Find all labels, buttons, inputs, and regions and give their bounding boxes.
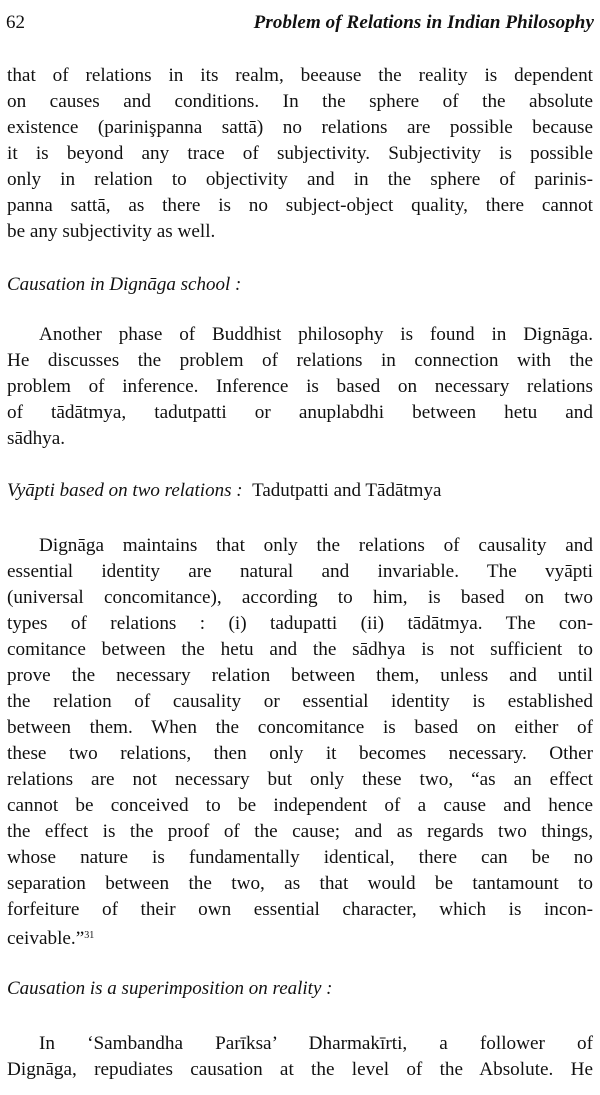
body-line: of tādātmya, tadutpatti or anuplabdhi between hetu and <box>7 402 593 423</box>
body-line: that of relations in its realm, beeause the reality is dependent <box>7 65 593 86</box>
body-line <box>7 923 593 949</box>
body-line: be any subjectivity as well. <box>7 221 216 242</box>
body-line: only in relation to objectivity and in the sphere of parinis- <box>7 169 593 190</box>
body-line: essential identity are natural and invariable. The vyāpti <box>7 561 593 582</box>
body-line: prove the necessary relation between them, unless and until <box>7 665 593 686</box>
body-line: relations are not necessary but only these two, “as an effect <box>7 769 593 790</box>
body-line: panna sattā, as there is no subject-object quality, there cannot <box>7 195 593 216</box>
body-line: these two relations, then only it becomes necessary. Other <box>7 743 593 764</box>
body-line: between them. When the concomitance is based on either of <box>7 717 593 738</box>
section-heading: Causation is a superimposition on reality : <box>7 978 333 999</box>
section-heading-italic: Vyāpti based on two relations : <box>7 480 243 501</box>
body-line: In ‘Sambandha Parīksa’ Dharmakīrti, a follower of <box>39 1033 593 1054</box>
page-header <box>6 10 594 36</box>
running-head: Problem of Relations in Indian Philosophy <box>253 12 594 33</box>
body-line-text: ceivable.” <box>7 928 85 949</box>
section-heading: Causation in Dignāga school : <box>7 274 242 295</box>
body-line: the relation of causality or essential identity is established <box>7 691 593 712</box>
body-line: cannot be conceived to be independent of a cause and hence <box>7 795 593 816</box>
body-line: existence (parinişpanna sattā) no relations are possible because <box>7 117 593 138</box>
page-number: 62 <box>6 12 25 33</box>
body-line: Another phase of Buddhist philosophy is found in Dignāga. <box>39 324 593 345</box>
body-line: forfeiture of their own essential character, which is incon- <box>7 899 593 920</box>
section-heading-roman: Tadutpatti and Tādātmya <box>252 480 442 501</box>
body-line: types of relations : (i) tadupatti (ii) tādātmya. The con- <box>7 613 593 634</box>
body-line: on causes and conditions. In the sphere of the absolute <box>7 91 593 112</box>
body-line: Dignāga, repudiates causation at the level of the Absolute. He <box>7 1059 593 1080</box>
body-line: the effect is the proof of the cause; and as regards two things, <box>7 821 593 842</box>
body-line: Dignāga maintains that only the relations of causality and <box>39 535 593 556</box>
body-line: sādhya. <box>7 428 66 449</box>
body-line: problem of inference. Inference is based on necessary relations <box>7 376 593 397</box>
body-line: He discusses the problem of relations in connection with the <box>7 350 593 371</box>
body-line: comitance between the hetu and the sādhya is not sufficient to <box>7 639 593 660</box>
footnote-reference: 31 <box>84 930 95 941</box>
body-line: (universal concomitance), according to him, is based on two <box>7 587 593 608</box>
section-heading <box>7 478 441 504</box>
body-line: whose nature is fundamentally identical, there can be no <box>7 847 593 868</box>
body-line: it is beyond any trace of subjectivity. Subjectivity is possible <box>7 143 593 164</box>
body-line: separation between the two, as that would be tantamount to <box>7 873 593 894</box>
